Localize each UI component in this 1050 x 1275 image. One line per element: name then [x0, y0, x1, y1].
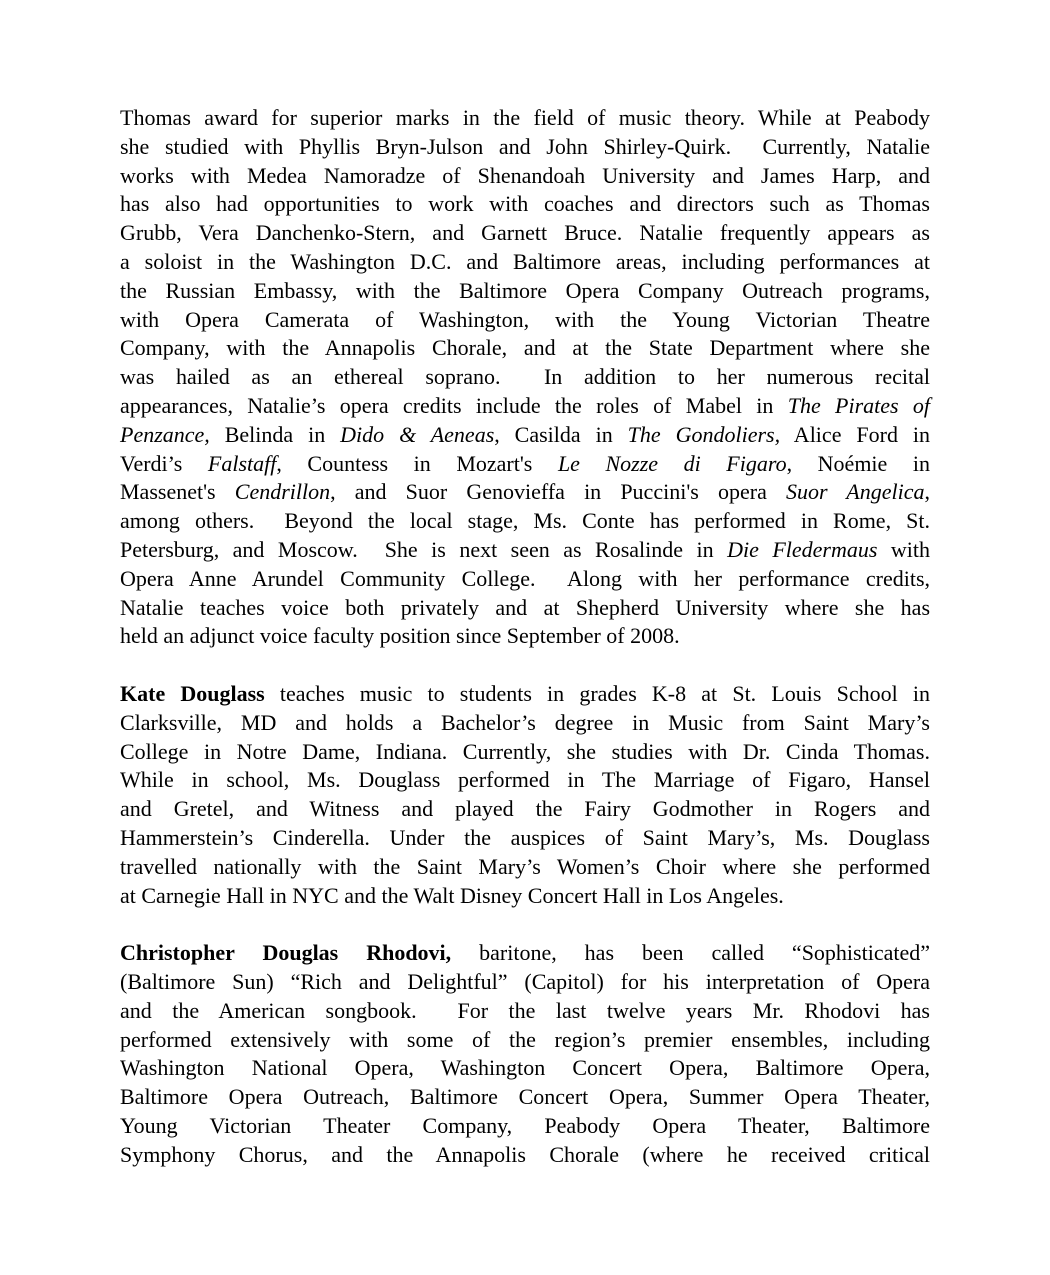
text-line — [120, 421, 930, 450]
text-run: Washington National Opera, Washington Concert Opera, Baltimore Opera, — [120, 1055, 930, 1081]
text-line — [120, 882, 930, 911]
text-run: Opera Anne Arundel Community College. Along with her performance credits, — [120, 565, 930, 591]
paragraph — [120, 104, 930, 651]
text-run: Symphony Chorus, and the Annapolis Chorale (where he received critical — [120, 1141, 930, 1167]
title-italic: Le Nozze di Figaro — [557, 450, 787, 476]
text-line — [120, 795, 930, 824]
text-run: (Baltimore Sun) “Rich and Delightful” (Capitol) for his interpretation of Opera — [120, 968, 930, 994]
title-italic: The Pirates of — [787, 392, 931, 418]
text-run: Verdi’s — [120, 450, 208, 476]
text-line — [120, 1026, 930, 1055]
paragraph — [120, 680, 930, 910]
title-italic: Penzance, — [120, 421, 210, 447]
text-run: Natalie teaches voice both privately and at Shepherd University where she has — [120, 594, 930, 620]
text-line — [120, 680, 930, 709]
text-run: among others. Beyond the local stage, Ms. Conte has performed in Rome, St. — [120, 508, 930, 534]
text-run: , Noémie in — [786, 450, 930, 476]
text-run: performed extensively with some of the region’s premier ensembles, including — [120, 1026, 930, 1052]
text-line — [120, 190, 930, 219]
text-run: she studied with Phyllis Bryn-Julson and John Shirley-Quirk. Currently, Natalie — [120, 133, 930, 159]
text-run: , — [924, 479, 931, 505]
text-run: baritone, has been called “Sophisticated” — [451, 940, 930, 966]
text-line — [120, 363, 930, 392]
text-run: was hailed as an ethereal soprano. In addition to her numerous recital — [120, 364, 930, 390]
text-line — [120, 133, 930, 162]
text-line — [120, 853, 930, 882]
text-run: with Opera Camerata of Washington, with the Young Victorian Theatre — [120, 306, 930, 332]
text-run: teaches music to students in grades K-8 at St. Louis School in — [264, 680, 931, 706]
text-line — [120, 738, 930, 767]
title-italic: The Gondoliers, — [627, 421, 781, 447]
text-run: appearances, Natalie’s opera credits include the roles of Mabel in — [120, 392, 788, 418]
text-run: College in Notre Dame, Indiana. Currently, she studies with Dr. Cinda Thomas. — [120, 738, 930, 764]
name-bold: Kate Douglass — [120, 680, 265, 706]
title-italic: Falstaff — [207, 450, 277, 476]
text-line — [120, 1054, 930, 1083]
text-line — [120, 536, 930, 565]
text-run: Clarksville, MD and holds a Bachelor’s degree in Music from Saint Mary’s — [120, 709, 930, 735]
text-run: Belinda in — [209, 421, 341, 447]
text-line — [120, 939, 930, 968]
text-line — [120, 1112, 930, 1141]
text-run: Young Victorian Theater Company, Peabody Opera Theater, Baltimore — [120, 1112, 930, 1138]
text-run: and Gretel, and Witness and played the Fairy Godmother in Rogers and — [120, 796, 930, 822]
text-run: Massenet's — [120, 479, 235, 505]
text-line — [120, 766, 930, 795]
paragraph — [120, 939, 930, 1169]
text-run: Petersburg, and Moscow. She is next seen as Rosalinde in — [120, 536, 728, 562]
text-run: has also had opportunities to work with coaches and directors such as Thomas — [120, 191, 930, 217]
text-line — [120, 594, 930, 623]
text-run: Alice Ford in — [780, 421, 930, 447]
title-italic: Die Fledermaus — [727, 536, 878, 562]
text-line — [120, 306, 930, 335]
text-line — [120, 968, 930, 997]
text-line — [120, 162, 930, 191]
text-line — [120, 622, 930, 651]
title-italic: Cendrillon — [234, 479, 331, 505]
text-run: and the American songbook. For the last twelve years Mr. Rhodovi has — [120, 997, 930, 1023]
name-bold: Christopher Douglas Rhodovi, — [120, 940, 452, 966]
text-run: travelled nationally with the Saint Mary’s Women’s Choir where she performed — [120, 853, 930, 879]
text-line — [120, 104, 930, 133]
text-run: Grubb, Vera Danchenko-Stern, and Garnett Bruce. Natalie frequently appears as — [120, 220, 930, 246]
text-run: the Russian Embassy, with the Baltimore Opera Company Outreach programs, — [120, 277, 930, 303]
text-line — [120, 478, 930, 507]
text-line — [120, 277, 930, 306]
text-line — [120, 248, 930, 277]
text-run: While in school, Ms. Douglass performed in The Marriage of Figaro, Hansel — [120, 767, 930, 793]
text-run: , and Suor Genovieffa in Puccini's opera — [330, 479, 786, 505]
text-run: Baltimore Opera Outreach, Baltimore Concert Opera, Summer Opera Theater, — [120, 1084, 930, 1110]
text-line — [120, 1141, 930, 1170]
text-run: Hammerstein’s Cinderella. Under the auspices of Saint Mary’s, Ms. Douglass — [120, 824, 930, 850]
document-page — [120, 104, 930, 1198]
text-run: a soloist in the Washington D.C. and Baltimore areas, including performances at — [120, 248, 930, 274]
text-run: , Casilda in — [494, 421, 628, 447]
text-run: Company, with the Annapolis Chorale, and at the State Department where she — [120, 335, 930, 361]
text-line — [120, 450, 930, 479]
text-line — [120, 219, 930, 248]
text-run: held an adjunct voice faculty position since September of 2008. — [120, 623, 680, 649]
text-line — [120, 565, 930, 594]
text-run: Thomas award for superior marks in the field of music theory. While at Peabody — [120, 105, 930, 130]
text-line — [120, 709, 930, 738]
text-run: at Carnegie Hall in NYC and the Walt Disney Concert Hall in Los Angeles. — [120, 882, 784, 908]
title-italic: Suor Angelica — [786, 479, 925, 505]
title-italic: Dido & Aeneas — [340, 421, 495, 447]
text-run: , Countess in Mozart's — [276, 450, 558, 476]
text-line — [120, 334, 930, 363]
text-line — [120, 1083, 930, 1112]
text-line — [120, 997, 930, 1026]
text-line — [120, 392, 930, 421]
text-run: with — [877, 536, 930, 562]
text-line — [120, 507, 930, 536]
text-line — [120, 824, 930, 853]
text-run: works with Medea Namoradze of Shenandoah University and James Harp, and — [120, 162, 930, 188]
